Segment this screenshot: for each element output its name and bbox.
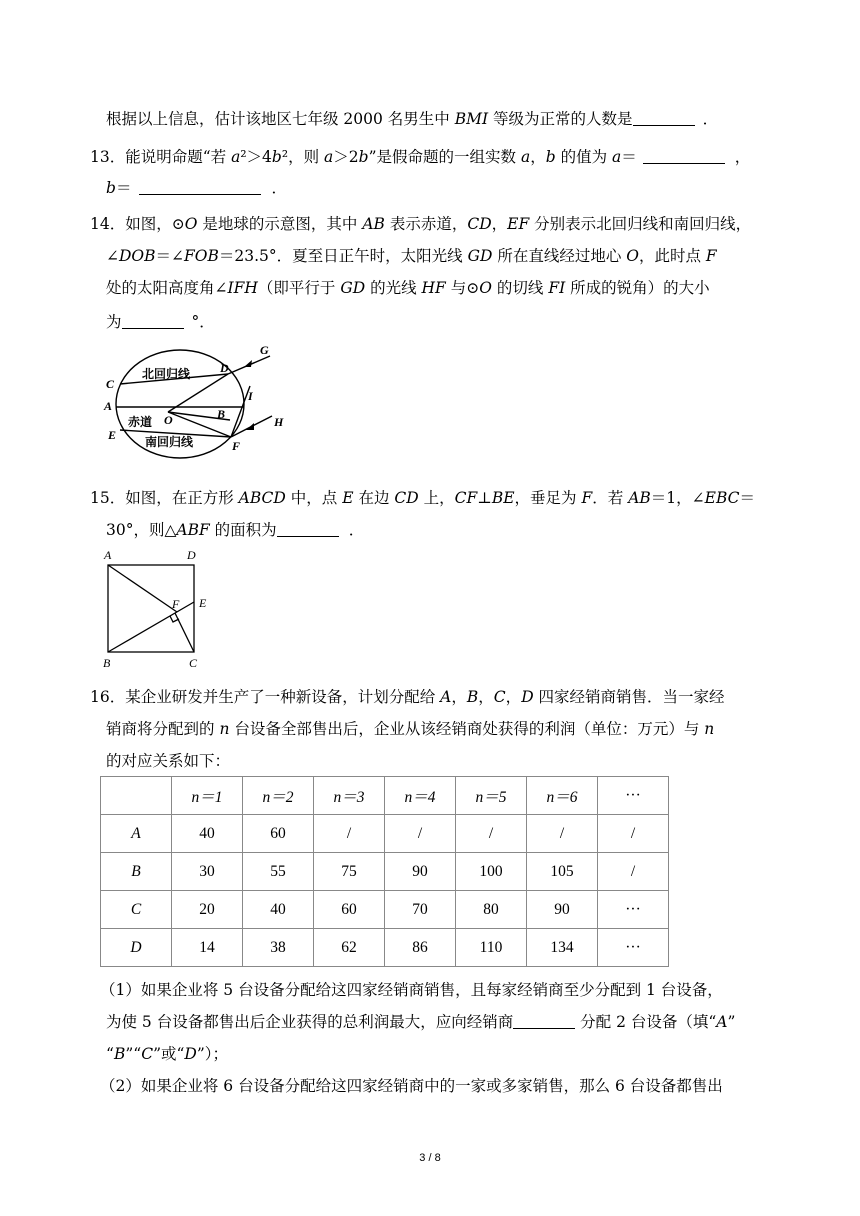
table-cell: n＝5 <box>456 777 527 815</box>
label-b: B <box>103 656 111 670</box>
q16-line-3: 的对应关系如下： <box>106 752 231 770</box>
label-e: E <box>108 428 117 442</box>
table-cell <box>101 777 172 815</box>
table-cell: / <box>456 815 527 853</box>
table-cell: B <box>101 853 172 891</box>
q16-part1-line-3: “B”“C”或“D”）； <box>106 1045 229 1063</box>
q15-line-2: 30°，则△ABF 的面积为 ． <box>106 521 365 539</box>
table-cell: 30 <box>172 853 243 891</box>
table-cell: 100 <box>456 853 527 891</box>
table-cell: 80 <box>456 891 527 929</box>
q14-line-1: 14．如图，⊙O 是地球的示意图，其中 AB 表示赤道，CD，EF 分别表示北回归线和南回归线， <box>90 215 752 233</box>
table-cell: / <box>314 815 385 853</box>
earth-diagram <box>100 340 300 460</box>
table-header-row <box>101 777 669 815</box>
answer-blank[interactable] <box>513 1012 575 1029</box>
label-o: O <box>164 413 173 427</box>
q16-line-2: 销商将分配到的 n 台设备全部售出后，企业从该经销商处获得的利润（单位：万元）与 n <box>106 720 715 738</box>
right-angle-mark <box>170 616 179 622</box>
label-b: B <box>217 407 226 421</box>
square-abcd <box>108 565 194 652</box>
table-cell: 70 <box>385 891 456 929</box>
table-row <box>101 891 669 929</box>
page-number: 3 / 8 <box>419 1152 441 1164</box>
q14-line-4: 为 °． <box>106 313 215 331</box>
question-number: 15． <box>90 489 126 507</box>
table-cell: 40 <box>243 891 314 929</box>
table-cell: / <box>598 853 669 891</box>
table-cell: 40 <box>172 815 243 853</box>
label-north-tropic: 北回归线 <box>142 367 191 381</box>
answer-blank[interactable] <box>122 312 184 329</box>
table-cell: 38 <box>243 929 314 967</box>
label-c: C <box>189 656 198 670</box>
answer-blank-a[interactable] <box>643 147 725 164</box>
label-c: C <box>106 377 115 391</box>
q16-part1-line-2: 为使 5 台设备都售出后企业获得的总利润最大，应向经销商 分配 2 台设备（填“A” <box>106 1013 736 1031</box>
table-cell: 105 <box>527 853 598 891</box>
table-cell: ··· <box>598 777 669 815</box>
table-cell: n＝1 <box>172 777 243 815</box>
table-cell: 60 <box>243 815 314 853</box>
table-cell: A <box>101 815 172 853</box>
table-cell: n＝6 <box>527 777 598 815</box>
table-cell: 134 <box>527 929 598 967</box>
label-d: D <box>220 361 229 375</box>
arrow-g <box>244 360 252 367</box>
question-number: 13． <box>90 148 126 166</box>
label-e: E <box>199 596 207 610</box>
q12-tail-line: 根据以上信息，估计该地区七年级 2000 名男生中 BMI 等级为正常的人数是 ． <box>106 110 719 128</box>
label-south-tropic: 南回归线 <box>145 435 194 449</box>
q16-part1-line-1: （1）如果企业将 5 台设备分配给这四家经销商销售，且每家经销商至少分配到 1 台设备， <box>100 981 723 999</box>
table-row <box>101 815 669 853</box>
table-cell: n＝4 <box>385 777 456 815</box>
table-cell: 90 <box>385 853 456 891</box>
table-cell: ··· <box>598 891 669 929</box>
table-cell: 86 <box>385 929 456 967</box>
arrow-h <box>246 423 254 430</box>
table-cell: / <box>385 815 456 853</box>
table-cell: 60 <box>314 891 385 929</box>
label-d: D <box>187 548 196 562</box>
q13-line-1: 13．能说明命题“若 a²＞4b²，则 a＞2b”是假命题的一组实数 a，b 的值为 a＝ ， <box>90 148 751 166</box>
table-row <box>101 853 669 891</box>
profit-table <box>100 776 669 967</box>
label-g: G <box>260 343 269 357</box>
table-cell: D <box>101 929 172 967</box>
label-h: H <box>274 415 284 429</box>
q15-line-1: 15．如图，在正方形 ABCD 中，点 E 在边 CD 上，CF⊥BE，垂足为 F．若 AB＝1，∠EBC＝ <box>90 489 756 507</box>
table-cell: n＝3 <box>314 777 385 815</box>
label-equator: 赤道 <box>128 415 153 429</box>
q13-line-2: b＝ ． <box>106 179 287 197</box>
table-cell: ··· <box>598 929 669 967</box>
question-number: 16． <box>90 688 126 706</box>
answer-blank-b[interactable] <box>139 178 261 195</box>
table-cell: 55 <box>243 853 314 891</box>
label-f: F <box>232 439 241 453</box>
table-cell: C <box>101 891 172 929</box>
label-i: I <box>248 389 253 403</box>
table-cell: 110 <box>456 929 527 967</box>
table-cell: n＝2 <box>243 777 314 815</box>
answer-blank[interactable] <box>633 109 695 126</box>
square-diagram <box>98 545 218 673</box>
table-cell: 62 <box>314 929 385 967</box>
table-cell: / <box>527 815 598 853</box>
label-a: A <box>104 399 113 413</box>
label-f: F <box>172 597 180 611</box>
q14-line-2: ∠DOB＝∠FOB＝23.5°．夏至日正午时，太阳光线 GD 所在直线经过地心 O，此时点 F <box>106 247 717 265</box>
q16-part2-line-1: （2）如果企业将 6 台设备分配给这四家经销商中的一家或多家销售，那么 6 台设备都售出 <box>100 1077 723 1095</box>
table-cell: / <box>598 815 669 853</box>
answer-blank[interactable] <box>277 520 339 537</box>
label-a: A <box>104 548 112 562</box>
question-number: 14． <box>90 215 126 233</box>
table-cell: 14 <box>172 929 243 967</box>
table-cell: 75 <box>314 853 385 891</box>
table-cell: 90 <box>527 891 598 929</box>
q14-line-3: 处的太阳高度角∠IFH（即平行于 GD 的光线 HF 与⊙O 的切线 FI 所成的锐角）的大小 <box>106 279 710 297</box>
table-row <box>101 929 669 967</box>
q16-line-1: 16．某企业研发并生产了一种新设备，计划分配给 A，B，C，D 四家经销商销售．当一家经 <box>90 688 725 706</box>
table-cell: 20 <box>172 891 243 929</box>
line-af <box>108 565 177 612</box>
